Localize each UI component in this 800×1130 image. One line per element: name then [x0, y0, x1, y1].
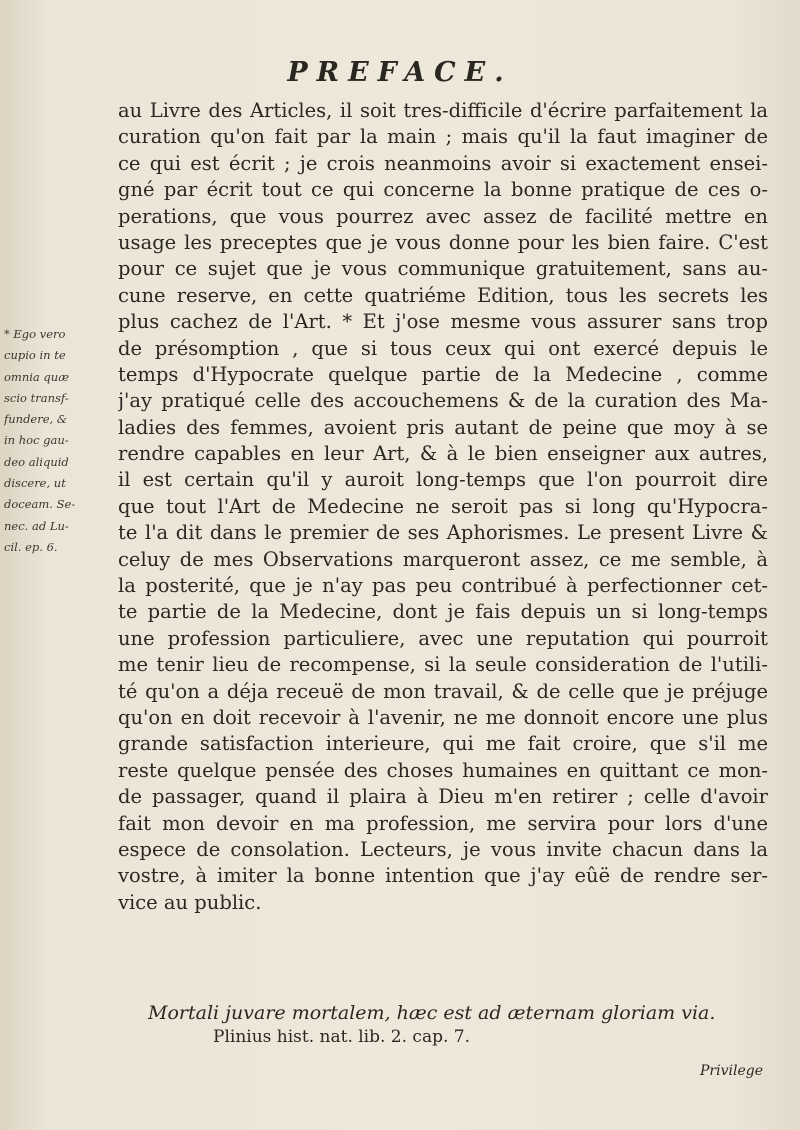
text-line: que tout l'Art de Medecine ne seroit pas si long qu'Hypocra- [118, 494, 768, 518]
text-line: te l'a dit dans le premier de ses Aphorismes. Le present Livre & [118, 521, 768, 545]
margin-note-line: in hoc gau- [4, 433, 69, 448]
text-line: temps d'Hypocrate quelque partie de la Medecine , comme [118, 362, 768, 386]
page-header: PREFACE. [287, 57, 513, 88]
text-line: ladies des femmes, avoient pris autant de peine que moy à se [118, 415, 768, 439]
margin-note-line: * Ego vero [4, 327, 66, 341]
quote-citation: Plinius hist. nat. lib. 2. cap. 7. [213, 1027, 471, 1047]
text-line: espece de consolation. Lecteurs, je vous invite chacun dans la [118, 837, 768, 861]
text-line: au Livre des Articles, il soit tres-difficile d'écrire parfaitement la [118, 99, 768, 122]
text-line: de présomption , que si tous ceux qui ont exercé depuis le [118, 336, 768, 360]
text-line: curation qu'on fait par la main ; mais qu'il la faut imaginer de [118, 125, 768, 149]
text-line: me tenir lieu de recompense, si la seule consideration de l'utili- [118, 653, 768, 677]
text-line: j'ay pratiqué celle des accouchemens & de la curation des Ma- [118, 389, 768, 413]
text-line: il est certain qu'il y auroit long-temps que l'on pourroit dire [118, 468, 768, 492]
catchword: Privilege [700, 1063, 763, 1079]
text-line: celuy de mes Observations marqueront assez, ce me semble, à [118, 547, 768, 571]
margin-note [4, 324, 114, 558]
text-line: cune reserve, en cette quatriéme Edition, tous les secrets les [118, 283, 768, 307]
margin-note-line: omnia quæ [4, 369, 70, 384]
text-line: rendre capables en leur Art, & à le bien enseigner aux autres, [118, 442, 768, 466]
margin-note-line: nec. ad Lu- [4, 518, 69, 533]
margin-note-line: fundere, & [4, 412, 68, 427]
text-line: reste quelque pensée des choses humaines en quittant ce mon- [118, 758, 768, 782]
text-line: perations, que vous pourrez avec assez de facilité mettre en [118, 204, 768, 228]
latin-quote: Mortali juvare mortalem, hæc est ad æternam gloriam via. [148, 1002, 716, 1024]
body-text [118, 98, 768, 916]
text-line: te partie de la Medecine, dont je fais depuis un si long-temps [118, 600, 768, 624]
text-line: vostre, à imiter la bonne intention que j'ay eûë de rendre ser- [118, 864, 768, 888]
text-line: vice au public. [118, 890, 262, 914]
margin-note-line: cil. ep. 6. [4, 539, 58, 554]
text-line: usage les preceptes que je vous donne pour les bien faire. C'est [118, 230, 768, 254]
text-line: qu'on en doit recevoir à l'avenir, ne me donnoit encore une plus [118, 705, 768, 729]
margin-note-line: cupio in te [4, 348, 66, 363]
text-line: fait mon devoir en ma profession, me servira pour lors d'une [118, 811, 768, 835]
text-line: la posterité, que je n'ay pas peu contribué à perfectionner cet- [118, 574, 768, 598]
text-line: une profession particuliere, avec une reputation qui pourroit [118, 626, 768, 650]
text-line: grande satisfaction interieure, qui me fait croire, que s'il me [118, 732, 768, 756]
text-line: gné par écrit tout ce qui concerne la bonne pratique de ces o- [118, 178, 768, 202]
margin-note-line: deo aliquid [4, 454, 69, 469]
text-line: pour ce sujet que je vous communique gratuitement, sans au- [118, 257, 768, 281]
text-line: té qu'on a déja receuë de mon travail, & de celle que je préjuge [118, 679, 768, 703]
text-line: plus cachez de l'Art. * Et j'ose mesme vous assurer sans trop [118, 310, 768, 334]
margin-note-line: scio transf- [4, 390, 69, 405]
margin-note-line: doceam. Se- [4, 497, 76, 512]
text-line: de passager, quand il plaira à Dieu m'en retirer ; celle d'avoir [118, 785, 768, 809]
margin-note-line: discere, ut [4, 476, 66, 491]
text-line: ce qui est écrit ; je crois neanmoins avoir si exactement ensei- [118, 151, 768, 175]
